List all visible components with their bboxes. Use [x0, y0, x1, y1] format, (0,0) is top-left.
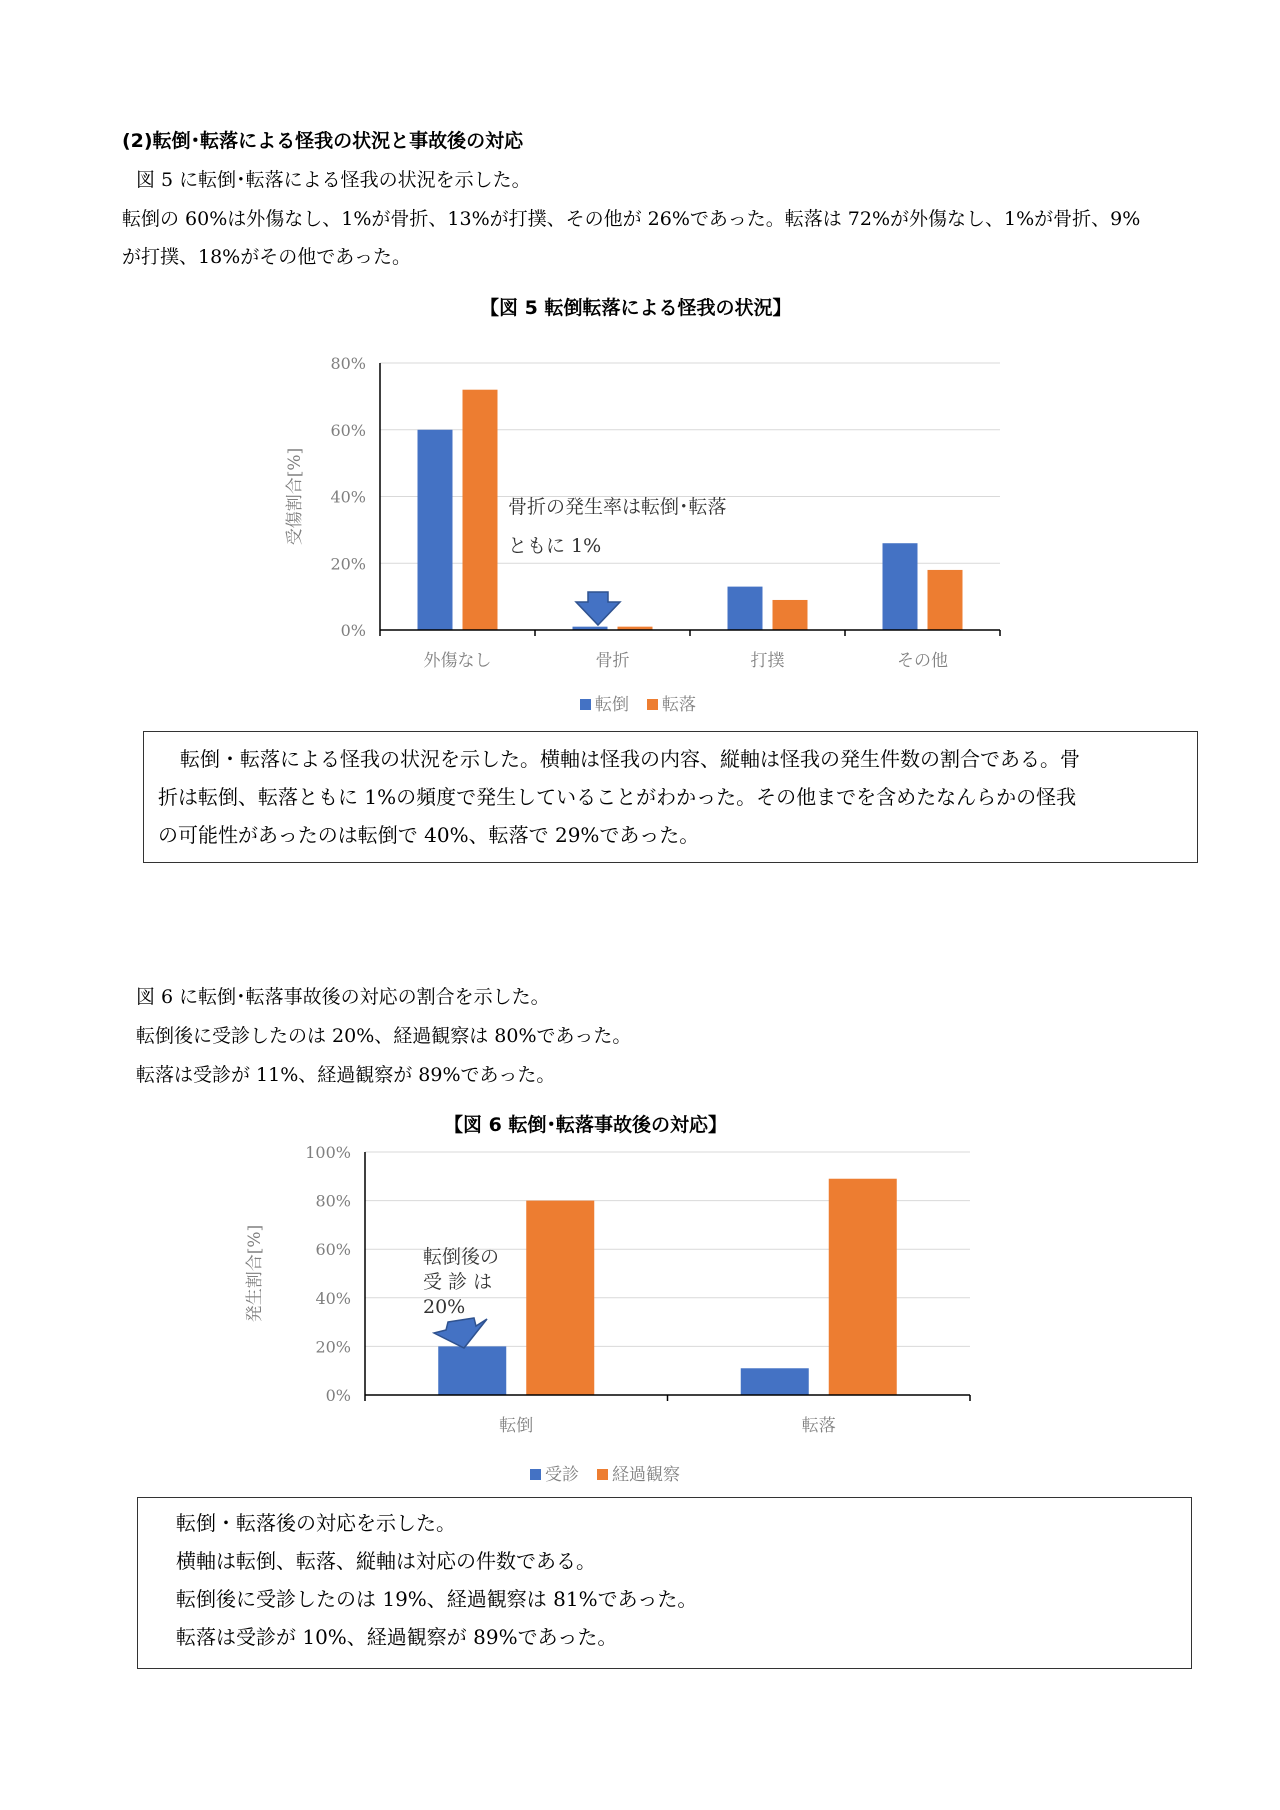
legend-label: 受診	[545, 1465, 579, 1485]
fig5-title: 【図 5 転倒転落による怪我の状況】	[480, 297, 792, 319]
paragraph-line: 図 5 に転倒･転落による怪我の状況を示した。	[136, 169, 531, 191]
caption-line: 転倒後に受診したのは 19%、経過観察は 81%であった。	[176, 1587, 698, 1611]
caption-line: 転倒・転落後の対応を示した。	[176, 1511, 456, 1535]
y-tick-label: 40%	[330, 487, 366, 507]
y-tick-label: 80%	[315, 1191, 351, 1211]
y-tick-label: 40%	[315, 1288, 351, 1308]
fig6-title: 【図 6 転倒･転落事故後の対応】	[444, 1114, 727, 1136]
bar-転倒-外傷なし	[418, 430, 453, 630]
bar-転落-打撲	[773, 600, 808, 630]
y-axis-label: 発生割合[%]	[245, 1224, 265, 1323]
y-tick-label: 60%	[330, 420, 366, 440]
fig6-annotation	[423, 1246, 499, 1318]
down-arrow-icon	[434, 1318, 487, 1348]
paragraph-line: が打撲、18%がその他であった。	[122, 246, 412, 268]
section-heading: (2)転倒･転落による怪我の状況と事故後の対応	[122, 130, 524, 152]
x-category-label: 打撲	[750, 651, 785, 671]
paragraph-line: 転倒後に受診したのは 20%、経過観察は 80%であった。	[136, 1025, 632, 1047]
bar-経過観察-転落	[829, 1179, 897, 1395]
legend-swatch	[580, 699, 591, 710]
legend-label: 転倒	[595, 695, 629, 715]
legend-swatch	[597, 1469, 608, 1480]
paragraph-line: 図 6 に転倒･転落事故後の対応の割合を示した。	[136, 986, 550, 1008]
bar-経過観察-転倒	[526, 1201, 594, 1395]
y-tick-label: 100%	[305, 1143, 351, 1162]
fig5-annotation	[508, 496, 727, 557]
down-arrow-icon	[576, 592, 620, 625]
fig5-chart	[250, 340, 1030, 730]
legend-label: 転落	[662, 695, 696, 715]
fig5-annotation-line: 骨折の発生率は転倒･転落	[508, 496, 727, 518]
paragraph-line: 転落は受診が 11%、経過観察が 89%であった。	[136, 1064, 556, 1086]
fig5-annotation-line: ともに 1%	[508, 535, 602, 557]
legend-swatch	[530, 1469, 541, 1480]
x-category-label: その他	[897, 651, 948, 671]
fig6-annotation-line: 20%	[423, 1296, 466, 1318]
bar-転落-外傷なし	[463, 390, 498, 630]
y-tick-label: 20%	[330, 554, 366, 574]
caption-line: 転落は受診が 10%、経過観察が 89%であった。	[176, 1625, 618, 1649]
x-category-label: 骨折	[595, 651, 630, 671]
y-axis-label: 受傷割合[%]	[285, 447, 305, 546]
legend-label: 経過観察	[612, 1465, 680, 1485]
y-tick-label: 0%	[340, 621, 366, 640]
caption-line: 横軸は転倒、転落、縦軸は対応の件数である。	[176, 1549, 596, 1573]
legend-swatch	[647, 699, 658, 710]
caption-line: 折は転倒、転落ともに 1%の頻度で発生していることがわかった。その他までを含めたなんらかの怪我	[158, 785, 1077, 809]
y-tick-label: 20%	[315, 1337, 351, 1357]
bar-転倒-打撲	[728, 587, 763, 630]
fig6-caption-box	[137, 1497, 1192, 1669]
fig5-caption-box	[143, 731, 1198, 863]
x-category-label: 転落	[801, 1416, 836, 1436]
fig6-annotation-line: 受 診 は	[423, 1271, 493, 1293]
bar-転倒-その他	[883, 543, 918, 630]
bar-受診-転倒	[438, 1346, 506, 1395]
bar-受診-転落	[741, 1368, 809, 1395]
fig6-chart	[230, 1140, 1010, 1500]
caption-line: の可能性があったのは転倒で 40%、転落で 29%であった。	[158, 823, 700, 847]
y-tick-label: 80%	[330, 354, 366, 373]
y-tick-label: 0%	[325, 1386, 351, 1405]
bar-転落-その他	[928, 570, 963, 630]
x-category-label: 転倒	[499, 1416, 534, 1436]
fig6-annotation-line: 転倒後の	[423, 1246, 500, 1268]
paragraph-line: 転倒の 60%は外傷なし、1%が骨折、13%が打撲、その他が 26%であった。転落は 72%が外傷なし、1%が骨折、9%	[122, 208, 1141, 230]
caption-line: 転倒・転落による怪我の状況を示した。横軸は怪我の内容、縦軸は怪我の発生件数の割合である。骨	[180, 747, 1080, 771]
x-category-label: 外傷なし	[423, 651, 492, 671]
y-tick-label: 60%	[315, 1240, 351, 1260]
